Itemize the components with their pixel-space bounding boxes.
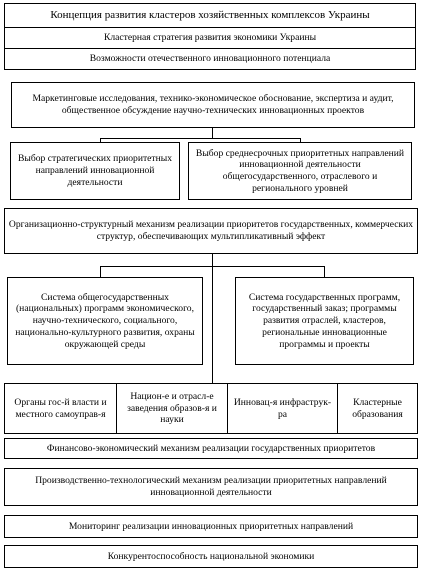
connector-systems-to-institutions — [212, 266, 213, 383]
state-programs-text: Система государственных программ, государственный заказ; программы развития отраслей, кластеров, региональные инновационные программы и проекты — [248, 291, 401, 350]
technological-mechanism-box — [4, 468, 418, 506]
strategic-choice-box — [10, 142, 180, 200]
connector-to-state — [324, 266, 325, 277]
institution-education-text: Национ-е и отрасл-е заведения образов-я и науки — [127, 390, 217, 426]
monitoring-box — [4, 515, 418, 538]
research-box — [11, 82, 415, 128]
institution-infrastructure-text: Инновац-я инфраструк-ра — [233, 396, 332, 420]
midterm-choice-text: Выбор среднесрочных приоритетных направлений инновационной деятельности общегосударственного, отраслевого и регионального уровней — [195, 147, 405, 194]
competitiveness-text: Конкурентоспособность национальной экономики — [107, 550, 315, 562]
institution-authorities-box — [4, 383, 117, 434]
financial-mechanism-box — [4, 438, 418, 459]
innovation-potential-box — [4, 49, 416, 70]
monitoring-text: Мониторинг реализации инновационных приоритетных направлений — [68, 520, 354, 532]
concept-title: Концепция развития кластеров хозяйственных комплексов Украины — [50, 8, 370, 21]
concept-title-box — [4, 3, 416, 28]
institution-infrastructure-box — [227, 383, 338, 434]
national-programs-text: Система общегосударственных (национальных) программ экономического, научно-технического, социального, национально-культурного развития, охраны окружающей среды — [15, 291, 195, 350]
institution-clusters-text: Кластерные образования — [352, 396, 403, 420]
technological-mechanism-text: Производственно-технологический механизм реализации приоритетных направлений инновационной деятельности — [35, 475, 387, 498]
cluster-strategy-text: Кластерная стратегия развития экономики Украины — [103, 32, 317, 44]
strategic-choice-text: Выбор стратегических приоритетных направлений инновационной деятельности — [18, 153, 172, 188]
innovation-potential-text: Возможности отечественного инновационного потенциала — [89, 53, 331, 65]
research-text: Маркетинговые исследования, технико-экономическое обоснование, экспертиза и аудит, общественное обсуждение научно-технических инновационных проектов — [32, 93, 394, 116]
institution-authorities-text: Органы гос-й власти и местного самоуправ-я — [14, 396, 107, 420]
connector-choices-bus — [100, 138, 300, 139]
connector-mechanism-to-systems — [212, 254, 213, 266]
competitiveness-box — [4, 545, 418, 568]
organizational-mechanism-box — [4, 208, 418, 254]
midterm-choice-box — [188, 142, 412, 200]
connector-research-to-choices — [212, 128, 213, 138]
state-programs-box — [235, 277, 414, 365]
connector-to-national — [100, 266, 101, 277]
national-programs-box — [7, 277, 203, 365]
institution-clusters-box — [337, 383, 418, 434]
cluster-strategy-box — [4, 28, 416, 49]
organizational-mechanism-text: Организационно-структурный механизм реализации приоритетов государственных, коммерческих структур, обеспечивающих мультипликативный эффект — [8, 219, 414, 242]
financial-mechanism-text: Финансово-экономический механизм реализации государственных приоритетов — [46, 442, 376, 454]
institution-education-box — [116, 383, 228, 434]
